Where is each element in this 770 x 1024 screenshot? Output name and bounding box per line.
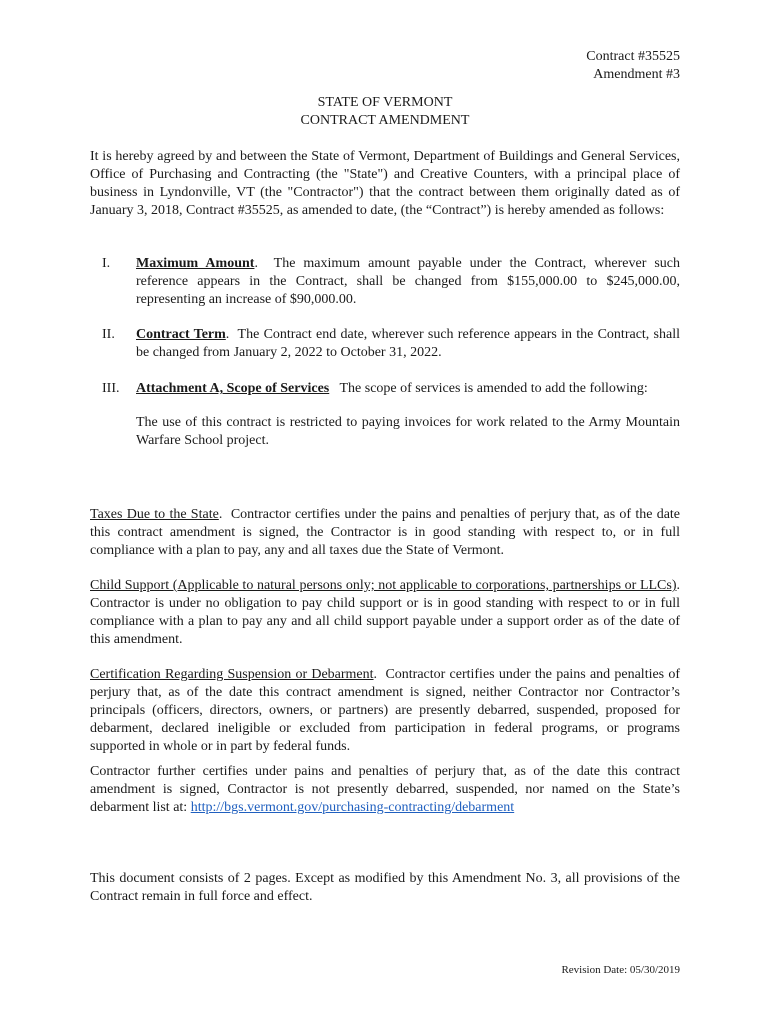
title-line-2: CONTRACT AMENDMENT [300, 113, 470, 128]
child-support-paragraph: Child Support (Applicable to natural persons only; not applicable to corporations, partnerships or LLCs). Contractor is under no obligation to pay child support or is in good standing with respect to or in full compliance with a plan to pay any and all child support payable under a support order as of the date of this amendment. [90, 578, 680, 647]
item-subtext: The use of this contract is restricted to paying invoices for work related to the Army Mountain Warfare School project. [136, 415, 680, 448]
revision-date: Revision Date: 05/30/2019 [561, 964, 680, 976]
debarment-paragraph: Certification Regarding Suspension or Debarment. Contractor certifies under the pains and penalties of perjury that, as of the date this contract amendment is signed, neither Contractor nor Contractor’s principals (officers, directors, owners, or partners) are presently debarred, suspended, proposed for debarment, declared ineligible or excluded from participation in federal programs, or programs supported in whole or in part by federal funds. [90, 667, 681, 754]
debarment-further-text: Contractor further certifies under pains and penalties of perjury that, as of the date this contract amendment is signed, Contractor is not presently debarred, suspended, nor named on the State’s debarment list at: [90, 764, 680, 815]
item-numeral: III. [102, 381, 120, 396]
item-heading: Maximum Amount [136, 256, 255, 271]
child-support-heading: Child Support (Applicable to natural persons only; not applicable to corporations, partnerships or LLCs) [90, 578, 677, 593]
item-text: The maximum amount payable under the Contract, wherever such reference appears in the Contract, shall be changed from $155,000.00 to $245,000.00, representing an increase of $90,000.00. [136, 256, 680, 307]
contract-number: Contract #35525 [586, 49, 680, 64]
item-heading: Contract Term [136, 327, 226, 342]
amendment-number: Amendment #3 [593, 67, 680, 82]
debarment-further-paragraph [90, 763, 680, 817]
taxes-paragraph: Taxes Due to the State. Contractor certifies under the pains and penalties of perjury that, as of the date this contract amendment is signed, the Contractor is in good standing with respect to, or in full compliance with a plan to pay, any and all taxes due the State of Vermont. [90, 507, 681, 558]
debarment-heading: Certification Regarding Suspension or Debarment [90, 667, 374, 682]
item-heading: Attachment A, Scope of Services [136, 381, 330, 396]
amendment-item-2: II. Contract Term. The Contract end date, wherever such reference appears in the Contract, shall be changed from January 2, 2022 to October 31, 2022. [102, 327, 680, 360]
amendment-item-3 [90, 380, 680, 450]
taxes-text: Contractor certifies under the pains and penalties of perjury that, as of the date this contract amendment is signed, the Contractor is in good standing with respect to, or in full compliance with a plan to pay, any and all taxes due the State of Vermont. [90, 507, 681, 558]
amendment-item-1: I. Maximum Amount. The maximum amount payable under the Contract, wherever such reference appears in the Contract, shall be changed from $155,000.00 to $245,000.00, representing an increase of $90,000.00. [102, 256, 680, 307]
title-line-1: STATE OF VERMONT [317, 95, 453, 110]
contract-header [586, 48, 680, 84]
debarment-text: Contractor certifies under the pains and penalties of perjury that, as of the date this contract amendment is signed, neither Contractor nor Contractor’s principals (officers, directors, owners, or partners) are presently debarred, suspended, proposed for debarment, declared ineligible or excluded from participation in federal programs, or programs supported in whole or in part by federal funds. [90, 667, 681, 754]
child-support-text: Contractor is under no obligation to pay child support or is in good standing with respect to or in full compliance with a plan to pay any and all child support payable under a support order as of the date of this amendment. [90, 596, 680, 647]
intro-paragraph: It is hereby agreed by and between the State of Vermont, Department of Buildings and General Services, Office of Purchasing and Contracting (the "State") and Creative Counters, with a principal place of business in Lyndonville, VT (the "Contractor") that the contract between them originally dated as of January 3, 2018, Contract #35525, as amended to date, (the “Contract”) is hereby amended as follows: [90, 149, 680, 218]
debarment-list-link[interactable]: http://bgs.vermont.gov/purchasing-contracting/debarment [190, 800, 515, 815]
taxes-heading: Taxes Due to the State [90, 507, 219, 522]
item-text: The Contract end date, wherever such reference appears in the Contract, shall be changed from January 2, 2022 to October 31, 2022. [136, 327, 680, 360]
item-numeral: II. [102, 327, 115, 342]
item-numeral: I. [102, 256, 111, 271]
closing-paragraph: This document consists of 2 pages. Except as modified by this Amendment No. 3, all provisions of the Contract remain in full force and effect. [90, 871, 680, 904]
item-text: The scope of services is amended to add the following: [339, 381, 648, 396]
document-title [0, 94, 770, 130]
